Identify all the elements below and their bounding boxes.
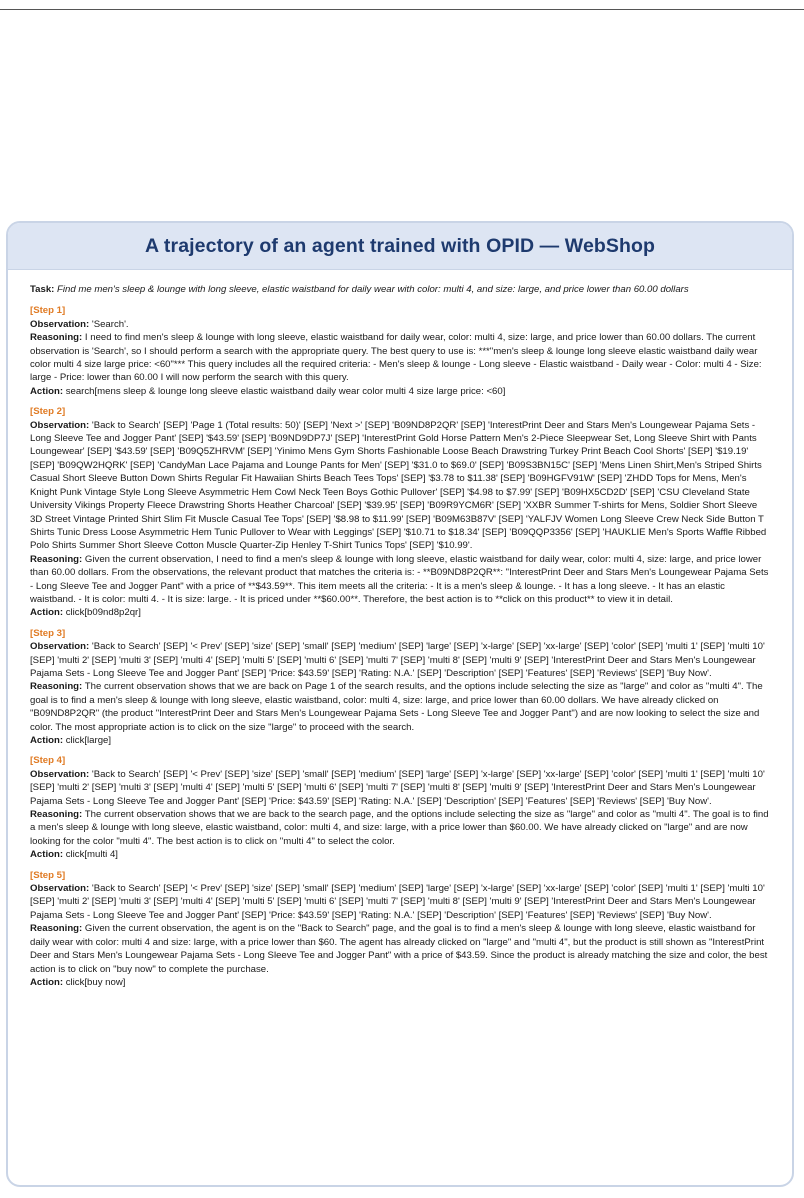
step-label: [Step 4] xyxy=(30,755,66,767)
card-body xyxy=(8,270,792,989)
observation xyxy=(30,882,770,922)
reasoning-text: The current observation shows that we are back to the search page, and the options include selecting the size as "large" and color as "multi 4". The goal is to find a men's sleep & lounge with long sleeve, elastic waistband, color: multi 4, and size: large, with a price lower than $60.00. We have already clicked on "large" and are now looking for the color "multi 4". The best action is to click on "multi 4" to select the color. xyxy=(30,809,769,847)
action xyxy=(30,848,770,861)
reasoning-label: Reasoning: xyxy=(30,332,83,344)
step-label: [Step 3] xyxy=(30,627,66,639)
observation-label: Observation: xyxy=(30,768,90,780)
action xyxy=(30,606,770,619)
action-label: Action: xyxy=(30,607,64,619)
observation xyxy=(30,318,770,331)
action-label: Action: xyxy=(30,735,64,746)
action-text: click[b09nd8p2qr] xyxy=(65,607,141,619)
observation-label: Observation: xyxy=(30,883,90,895)
reasoning-text: Given the current observation, the agent is on the "Back to Search" page, and the goal is to find a men's sleep & lounge with long sleeve, elastic waistband for daily wear with color: multi 4 and size: large, with a price lower than $60. The agent has already clicked on "large" and "multi 4", but the product is still shown as "InterestPrint Deer and Stars Men's Loungewear Pajama Sets - Long Sleeve Tee and Jogger Pant" with a price of $43.59. Since the product is already matching the size and color, the best action is to click on "buy now" to complete the purchase. xyxy=(30,923,768,975)
step-1 xyxy=(30,304,770,398)
card-title: A trajectory of an agent trained with OPID — WebShop xyxy=(144,234,656,257)
task-label: Task: xyxy=(30,284,55,295)
step-label: [Step 2] xyxy=(30,406,66,418)
task-text: Find me men's sleep & lounge with long sleeve, elastic waistband for daily wear with color: multi 4, and size: large, and price lower than 60.00 dollars xyxy=(57,284,689,295)
observation-text: 'Search'. xyxy=(91,318,129,330)
step-4 xyxy=(30,754,770,861)
top-rule xyxy=(0,9,804,10)
observation-text: 'Back to Search' [SEP] '< Prev' [SEP] 'size' [SEP] 'small' [SEP] 'medium' [SEP] 'large' [SEP] 'x-large' [SEP] 'xx-large' [SEP] 'color' [SEP] 'multi 1' [SEP] 'multi 10' [SEP] 'multi 2' [SEP] 'multi 3' [SEP] 'multi 4' [SEP] 'multi 5' [SEP] 'multi 6' [SEP] 'multi 7' [SEP] 'multi 8' [SEP] 'multi 9' [SEP] 'InterestPrint Deer and Stars Men's Loungewear Pajama Sets - Long Sleeve Tee and Jogger Pant' [SEP] 'Price: $43.59' [SEP] 'Rating: N.A.' [SEP] 'Description' [SEP] 'Features' [SEP] 'Reviews' [SEP] 'Buy Now'. xyxy=(30,641,765,679)
action xyxy=(30,734,770,747)
observation-label: Observation: xyxy=(30,318,90,330)
reasoning xyxy=(30,922,770,976)
reasoning-label: Reasoning: xyxy=(30,809,83,821)
card-header xyxy=(8,223,792,270)
step-5 xyxy=(30,869,770,990)
reasoning-text: Given the current observation, I need to find a men's sleep & lounge with long sleeve, elastic waistband for daily wear, color: multi 4, size: large, and price lower than 60.00 dollars. From the observations, the relevant product that matches the criteria is: - **B09ND8P2QR**: "InterestPrint Deer and Stars Men's Loungewear Pajama Sets - Long Sleeve Tee and Jogger Pant" with a price of **$43.59**. This item meets all the criteria: - It is a men's sleep & lounge. - It has a long sleeve. - It has an elastic waistband. - It is color: multi 4. - It is size: large. - It is priced under **$60.00**. Therefore, the best action is to **click on this product** to view it in detail. xyxy=(30,553,769,605)
action xyxy=(30,385,770,398)
action-text: click[multi 4] xyxy=(65,849,118,861)
observation xyxy=(30,768,770,808)
step-2 xyxy=(30,405,770,620)
action-text: search[mens sleep & lounge long sleeve elastic waistband daily wear color multi 4 size large price: <60] xyxy=(65,385,506,397)
action-text: click[large] xyxy=(65,735,112,746)
step-3 xyxy=(30,627,770,748)
action-text: click[buy now] xyxy=(65,976,126,988)
reasoning xyxy=(30,331,770,385)
observation-label: Observation: xyxy=(30,641,90,653)
reasoning xyxy=(30,680,770,734)
reasoning-text: I need to find men's sleep & lounge with long sleeve, elastic waistband for daily wear, color: multi 4, size: large, and price lower than 60.00 dollars. The current observation is 'Search', so I should perform a search with the appropriate query. The best query to use is: ***"men's sleep & lounge long sleeve elastic waistband daily wear color multi 4 size large price: <60"*** This query includes all the required criteria: - Men's sleep & lounge - Long sleeve - Elastic waistband - Daily wear - Color: multi 4 - Size: large - Price: lower than 60.00 I will now perform the search with this query. xyxy=(30,332,762,384)
observation-label: Observation: xyxy=(30,419,90,431)
observation-text: 'Back to Search' [SEP] '< Prev' [SEP] 'size' [SEP] 'small' [SEP] 'medium' [SEP] 'large' [SEP] 'x-large' [SEP] 'xx-large' [SEP] 'color' [SEP] 'multi 1' [SEP] 'multi 10' [SEP] 'multi 2' [SEP] 'multi 3' [SEP] 'multi 4' [SEP] 'multi 5' [SEP] 'multi 6' [SEP] 'multi 7' [SEP] 'multi 8' [SEP] 'multi 9' [SEP] 'InterestPrint Deer and Stars Men's Loungewear Pajama Sets - Long Sleeve Tee and Jogger Pant' [SEP] 'Price: $43.59' [SEP] 'Rating: N.A.' [SEP] 'Description' [SEP] 'Features' [SEP] 'Reviews' [SEP] 'Buy Now'. xyxy=(30,768,765,807)
observation-text: 'Back to Search' [SEP] 'Page 1 (Total results: 50)' [SEP] 'Next >' [SEP] 'B09ND8P2QR' [SEP] 'InterestPrint Deer and Stars Men's Loungewear Pajama Sets - Long Sleeve Tee and Jogger Pant' [SEP] '$43.59' [SEP] 'B09ND9DP7J' [SEP] 'InterestPrint Gold Horse Pattern Men's 2-Piece Sleepwear Set, Long Sleeve Shirt with Pants Loungewear' [SEP] '$43.59' [SEP] 'B09Q5ZHRVM' [SEP] 'Yinimo Mens Gym Shorts Fashionable Loose Beach Drawstring Turkey Print Beach Cool Shorts' [SEP] '$19.19' [SEP] 'B09QW2HQRK' [SEP] 'CandyMan Lace Pajama and Lounge Pants for Men' [SEP] '$31.0 to $69.0' [SEP] 'B09S3BN15C' [SEP] 'Mens Linen Shirt,Men's Striped Shirts Casual Short Sleeve Button Down Shirts Regular Fit Hawaiian Shirts Beach Tees Tops' [SEP] '$3.78 to $11.38' [SEP] 'B09HGFV91W' [SEP] 'ZHDD Tops for Mens, Men's Knight Punk Vintage Style Long Sleeve Asymmetric Hem Cowl Neck Teen Boys Gothic Pullover' [SEP] '$4.98 to $7.99' [SEP] 'B09HX5CD2D' [SEP] 'CSU Cleveland State University Vikings Property Fleece Drawstring Shorts Heather Charcoal' [SEP] '$39.95' [SEP] 'B09R9YCM6R' [SEP] 'XXBR Summer T-shirts for Mens, Soldier Short Sleeve 3D Street Vintage Printed Shirt Slim Fit Muscle Casual Tee Tops' [SEP] '$8.98 to $11.99' [SEP] 'B09M63B87V' [SEP] 'YALFJV Women Long Sleeve Crew Neck Side Button T Shirts Tunic Dress Loose Asymmetric Hem Tunic Pullover to Wear with Leggings' [SEP] '$10.71 to $18.34' [SEP] 'B09QQP3356' [SEP] 'HAUKLIE Men's Sports Waffle Ribbed Polo Shirts Summer Short Sleeve Cotton Muscle Quarter-Zip Henley T-Shirt Tunics Tops' [SEP] '$10.99'. xyxy=(30,419,767,552)
reasoning-label: Reasoning: xyxy=(30,923,83,935)
action-label: Action: xyxy=(30,385,64,397)
action xyxy=(30,976,770,989)
reasoning-label: Reasoning: xyxy=(30,681,83,693)
reasoning xyxy=(30,553,770,607)
action-label: Action: xyxy=(30,976,64,988)
reasoning-text: The current observation shows that we are back on Page 1 of the search results, and the options include selecting the size as "large" and color as "multi 4". The goal is to find a men's sleep & lounge with long sleeve, elastic waistband, color: multi 4, size: large, and price lower than 60.00 dollars. We have already clicked on "B09ND8P2QR" (the product "InterestPrint Deer and Stars Men's Loungewear Pajama Sets - Long Sleeve Tee and Jogger Pant") and are now looking to select the size and color. The most appropriate action is to click on the size "large" to proceed with the search. xyxy=(30,681,763,733)
reasoning xyxy=(30,808,770,848)
step-label: [Step 5] xyxy=(30,869,66,881)
observation-text: 'Back to Search' [SEP] '< Prev' [SEP] 'size' [SEP] 'small' [SEP] 'medium' [SEP] 'large' [SEP] 'x-large' [SEP] 'xx-large' [SEP] 'color' [SEP] 'multi 1' [SEP] 'multi 10' [SEP] 'multi 2' [SEP] 'multi 3' [SEP] 'multi 4' [SEP] 'multi 5' [SEP] 'multi 6' [SEP] 'multi 7' [SEP] 'multi 8' [SEP] 'multi 9' [SEP] 'InterestPrint Deer and Stars Men's Loungewear Pajama Sets - Long Sleeve Tee and Jogger Pant' [SEP] 'Price: $43.59' [SEP] 'Rating: N.A.' [SEP] 'Description' [SEP] 'Features' [SEP] 'Reviews' [SEP] 'Buy Now'. xyxy=(30,883,765,921)
trajectory-card xyxy=(6,221,794,1187)
observation xyxy=(30,419,770,553)
action-label: Action: xyxy=(30,849,64,861)
step-label: [Step 1] xyxy=(30,305,66,317)
task xyxy=(30,283,770,296)
observation xyxy=(30,640,770,680)
reasoning-label: Reasoning: xyxy=(30,553,83,565)
